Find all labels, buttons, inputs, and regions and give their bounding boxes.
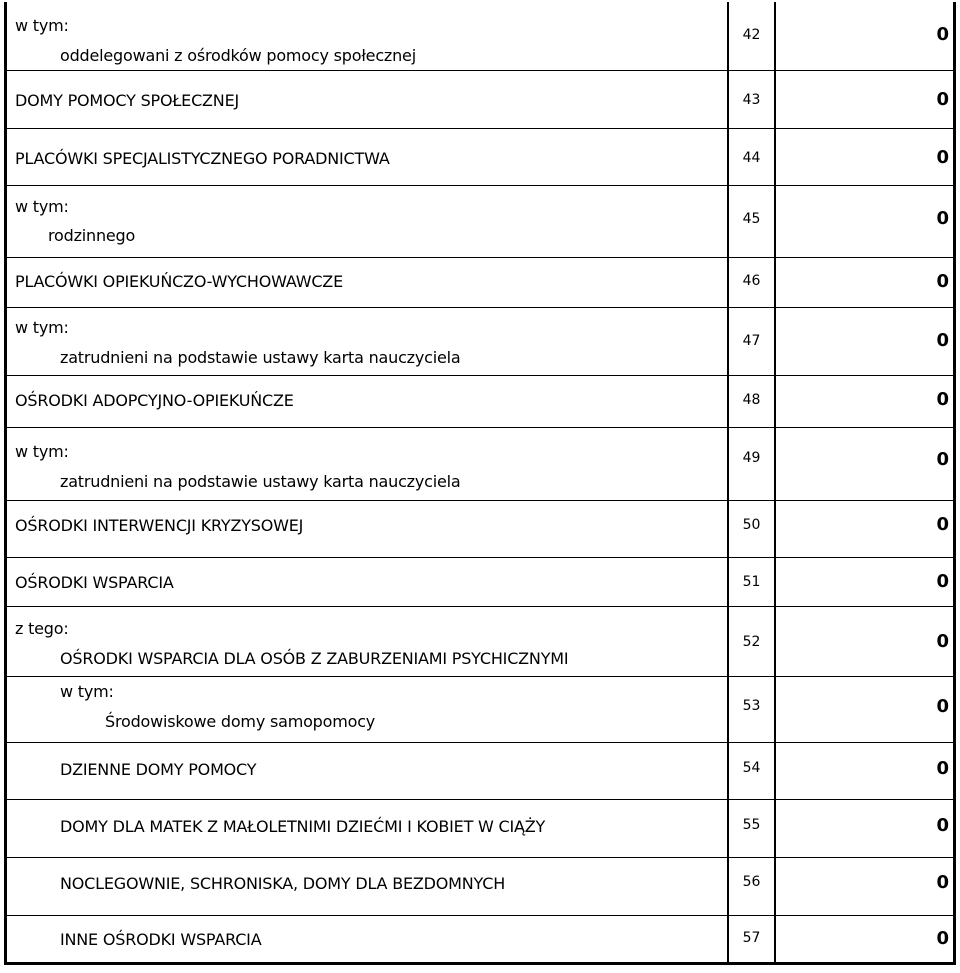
row-number: 49 <box>742 450 761 466</box>
row-label: PLACÓWKI OPIEKUŃCZO-WYCHOWAWCZE <box>15 272 343 291</box>
table-row <box>7 428 953 501</box>
row-label: rodzinnego <box>48 226 136 245</box>
row-label-prefix: z tego: <box>15 619 69 638</box>
row-number: 42 <box>742 27 761 43</box>
row-number: 50 <box>742 517 761 533</box>
row-value: 0 <box>936 758 949 779</box>
report-table <box>4 2 956 965</box>
row-label: NOCLEGOWNIE, SCHRONISKA, DOMY DLA BEZDOMNYCH <box>60 874 506 893</box>
row-label: oddelegowani z ośrodków pomocy społecznej <box>60 46 416 65</box>
row-number: 44 <box>742 150 761 166</box>
row-value: 0 <box>936 449 949 470</box>
row-value: 0 <box>936 571 949 592</box>
row-number: 45 <box>742 211 761 227</box>
row-label-prefix: w tym: <box>15 16 69 35</box>
table-row <box>7 308 953 376</box>
row-label-prefix: w tym: <box>15 318 69 337</box>
row-value: 0 <box>936 514 949 535</box>
table-row <box>7 607 953 677</box>
table-row <box>7 2 953 71</box>
row-number: 54 <box>742 760 761 776</box>
row-label: OŚRODKI WSPARCIA <box>15 573 174 592</box>
row-value: 0 <box>936 815 949 836</box>
row-label-prefix: w tym: <box>15 442 69 461</box>
row-number: 48 <box>742 392 761 408</box>
row-value: 0 <box>936 872 949 893</box>
table-row <box>7 258 953 308</box>
row-label: INNE OŚRODKI WSPARCIA <box>60 930 262 949</box>
row-number: 51 <box>742 574 761 590</box>
table-row <box>7 800 953 858</box>
row-number: 52 <box>742 634 761 650</box>
row-value: 0 <box>936 89 949 110</box>
row-label: OŚRODKI ADOPCYJNO-OPIEKUŃCZE <box>15 391 294 410</box>
row-number: 55 <box>742 817 761 833</box>
row-value: 0 <box>936 330 949 351</box>
row-value: 0 <box>936 389 949 410</box>
row-value: 0 <box>936 696 949 717</box>
table-row <box>7 916 953 962</box>
row-value: 0 <box>936 147 949 168</box>
row-label: DZIENNE DOMY POMOCY <box>60 760 257 779</box>
table-row <box>7 558 953 607</box>
row-number: 47 <box>742 333 761 349</box>
row-number: 46 <box>742 273 761 289</box>
row-label: Środowiskowe domy samopomocy <box>105 712 376 731</box>
row-value: 0 <box>936 208 949 229</box>
table-row <box>7 129 953 186</box>
row-label: OŚRODKI WSPARCIA DLA OSÓB Z ZABURZENIAMI PSYCHICZNYMI <box>60 649 569 668</box>
table-row <box>7 677 953 743</box>
row-value: 0 <box>936 24 949 45</box>
row-label-prefix: w tym: <box>60 682 114 701</box>
row-label: zatrudnieni na podstawie ustawy karta nauczyciela <box>60 348 461 367</box>
row-number: 56 <box>742 874 761 890</box>
row-label: zatrudnieni na podstawie ustawy karta nauczyciela <box>60 472 461 491</box>
table-row <box>7 376 953 428</box>
row-label: PLACÓWKI SPECJALISTYCZNEGO PORADNICTWA <box>15 149 390 168</box>
row-value: 0 <box>936 631 949 652</box>
row-number: 43 <box>742 92 761 108</box>
row-value: 0 <box>936 271 949 292</box>
row-label: OŚRODKI INTERWENCJI KRYZYSOWEJ <box>15 516 304 535</box>
table-row <box>7 71 953 129</box>
row-label: DOMY DLA MATEK Z MAŁOLETNIMI DZIEĆMI I KOBIET W CIĄŻY <box>60 817 546 836</box>
table-row <box>7 858 953 916</box>
row-number: 57 <box>742 930 761 946</box>
row-number: 53 <box>742 698 761 714</box>
table-row <box>7 186 953 258</box>
table-row <box>7 501 953 558</box>
row-value: 0 <box>936 928 949 949</box>
table-row <box>7 743 953 800</box>
row-label: DOMY POMOCY SPOŁECZNEJ <box>15 91 239 110</box>
row-label-prefix: w tym: <box>15 197 69 216</box>
